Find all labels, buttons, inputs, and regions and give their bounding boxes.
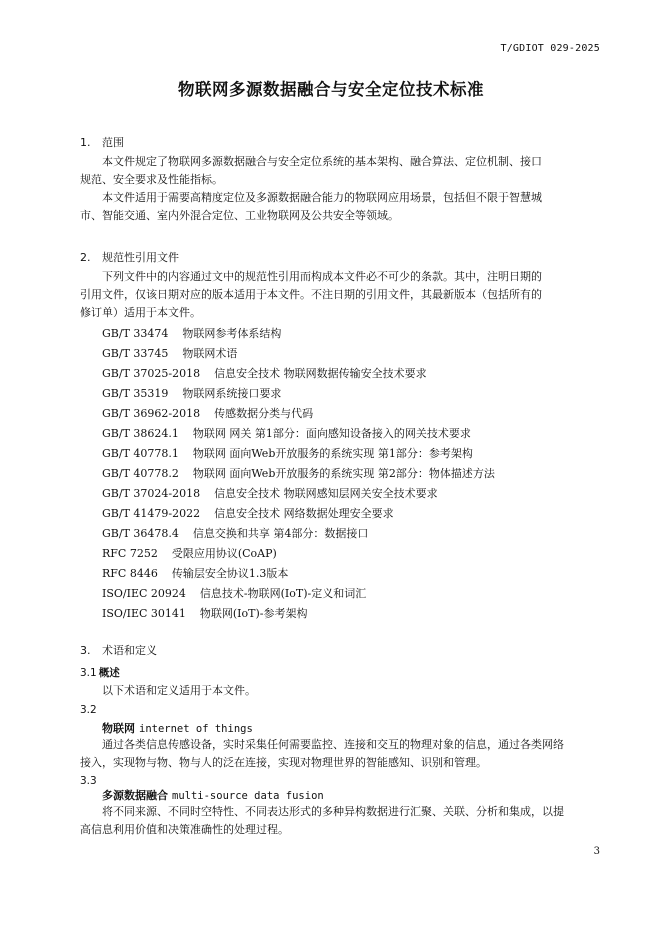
section-1-paragraph-2	[80, 189, 600, 225]
text-line: 通过各类信息传感设备，实时采集任何需要监控、连接和交互的物理对象的信息，通过各类网络	[102, 738, 564, 751]
reference-code: GB/T 37025-2018	[102, 367, 201, 380]
text-line: 接入，实现物与物、物与人的泛在连接，实现对物理世界的智能感知、识别和管理。	[80, 756, 487, 769]
reference-item	[102, 584, 495, 604]
subsection-title: 概述	[98, 667, 120, 679]
text-line: 下列文件中的内容通过文中的规范性引用而构成本文件必不可少的条款。其中，注明日期的	[102, 270, 542, 283]
reference-title: 信息交换和共享 第4部分：数据接口	[192, 527, 369, 540]
reference-title: 信息安全技术 物联网感知层网关安全技术要求	[214, 487, 438, 500]
text-line: 高信息利用价值和决策准确性的处理过程。	[80, 823, 289, 836]
reference-title: 物联网系统接口要求	[182, 387, 282, 400]
text-line: 修订单）适用于本文件。	[80, 306, 201, 319]
reference-code: ISO/IEC 20924	[102, 587, 186, 600]
reference-code: GB/T 33745	[102, 347, 169, 360]
reference-item	[102, 444, 495, 464]
term-english: multi-source data fusion	[172, 790, 324, 802]
subsection-3-2-number: 3.2	[80, 704, 97, 716]
section-3-heading	[80, 642, 157, 658]
reference-title: 传输层安全协议1.3版本	[171, 567, 289, 580]
reference-title: 传感数据分类与代码	[214, 407, 314, 420]
reference-item	[102, 504, 495, 524]
reference-title: 物联网 面向Web开放服务的系统实现 第1部分：参考架构	[192, 447, 473, 460]
term-3-3	[102, 787, 324, 803]
reference-code: ISO/IEC 30141	[102, 607, 186, 620]
reference-title: 物联网术语	[182, 347, 238, 360]
reference-item	[102, 384, 495, 404]
reference-item	[102, 364, 495, 384]
reference-item	[102, 344, 495, 364]
reference-code: GB/T 36962-2018	[102, 407, 201, 420]
text-line: 规范、安全要求及性能指标。	[80, 173, 223, 186]
text-line: 本文件适用于需要高精度定位及多源数据融合能力的物联网应用场景，包括但不限于智慧城	[102, 191, 542, 204]
section-number: 1.	[80, 136, 91, 149]
text-line: 引用文件，仅该日期对应的版本适用于本文件。不注日期的引用文件，其最新版本（包括所有的	[80, 288, 542, 301]
reference-code: RFC 8446	[102, 567, 158, 580]
section-2-paragraph	[80, 268, 600, 322]
reference-code: GB/T 38624.1	[102, 427, 179, 440]
reference-title: 物联网参考体系结构	[182, 327, 282, 340]
reference-code: GB/T 40778.1	[102, 447, 179, 460]
subsection-3-1-heading	[80, 665, 120, 680]
reference-title: 物联网 面向Web开放服务的系统实现 第2部分：物体描述方法	[192, 467, 495, 480]
section-title: 规范性引用文件	[102, 251, 179, 264]
reference-code: RFC 7252	[102, 547, 158, 560]
section-number: 2.	[80, 251, 91, 264]
term-3-2	[102, 720, 253, 736]
term-3-3-definition	[80, 803, 600, 839]
reference-title: 物联网(IoT)-参考架构	[199, 607, 308, 620]
term-chinese: 多源数据融合	[102, 789, 168, 802]
reference-item	[102, 564, 495, 584]
reference-item	[102, 424, 495, 444]
reference-title: 信息技术-物联网(IoT)-定义和词汇	[199, 587, 367, 600]
text-line: 市、智能交通、室内外混合定位、工业物联网及公共安全等领域。	[80, 209, 399, 222]
section-1-paragraph-1	[80, 153, 600, 189]
reference-code: GB/T 35319	[102, 387, 169, 400]
reference-title: 信息安全技术 网络数据处理安全要求	[214, 507, 394, 520]
section-2-heading	[80, 249, 179, 265]
reference-code: GB/T 37024-2018	[102, 487, 201, 500]
standard-code: T/GDIOT 029-2025	[500, 43, 600, 54]
reference-item	[102, 604, 495, 624]
section-1-heading	[80, 134, 124, 150]
term-chinese: 物联网	[102, 722, 135, 735]
text-line: 将不同来源、不同时空特性、不同表达形式的多种异构数据进行汇聚、关联、分析和集成，以提	[102, 805, 564, 818]
section-title: 范围	[102, 136, 124, 149]
section-title: 术语和定义	[102, 644, 157, 657]
reference-code: GB/T 41479-2022	[102, 507, 201, 520]
reference-code: GB/T 33474	[102, 327, 169, 340]
reference-code: GB/T 40778.2	[102, 467, 179, 480]
page-number: 3	[593, 846, 600, 857]
subsection-3-3-number: 3.3	[80, 775, 97, 787]
reference-item	[102, 404, 495, 424]
reference-code: GB/T 36478.4	[102, 527, 179, 540]
reference-item	[102, 324, 495, 344]
term-english: internet of things	[139, 723, 253, 735]
text-line: 本文件规定了物联网多源数据融合与安全定位系统的基本架构、融合算法、定位机制、接口	[102, 155, 542, 168]
reference-title: 物联网 网关 第1部分：面向感知设备接入的网关技术要求	[192, 427, 471, 440]
subsection-3-1-text: 以下术语和定义适用于本文件。	[102, 684, 256, 697]
reference-item	[102, 544, 495, 564]
reference-title: 受限应用协议(CoAP)	[171, 547, 277, 560]
reference-title: 信息安全技术 物联网数据传输安全技术要求	[214, 367, 427, 380]
reference-item	[102, 524, 495, 544]
normative-references-list	[102, 324, 495, 624]
reference-item	[102, 484, 495, 504]
reference-item	[102, 464, 495, 484]
document-title: 物联网多源数据融合与安全定位技术标准	[178, 80, 484, 99]
subsection-number: 3.1	[80, 667, 97, 679]
section-number: 3.	[80, 644, 91, 657]
term-3-2-definition	[80, 736, 600, 772]
